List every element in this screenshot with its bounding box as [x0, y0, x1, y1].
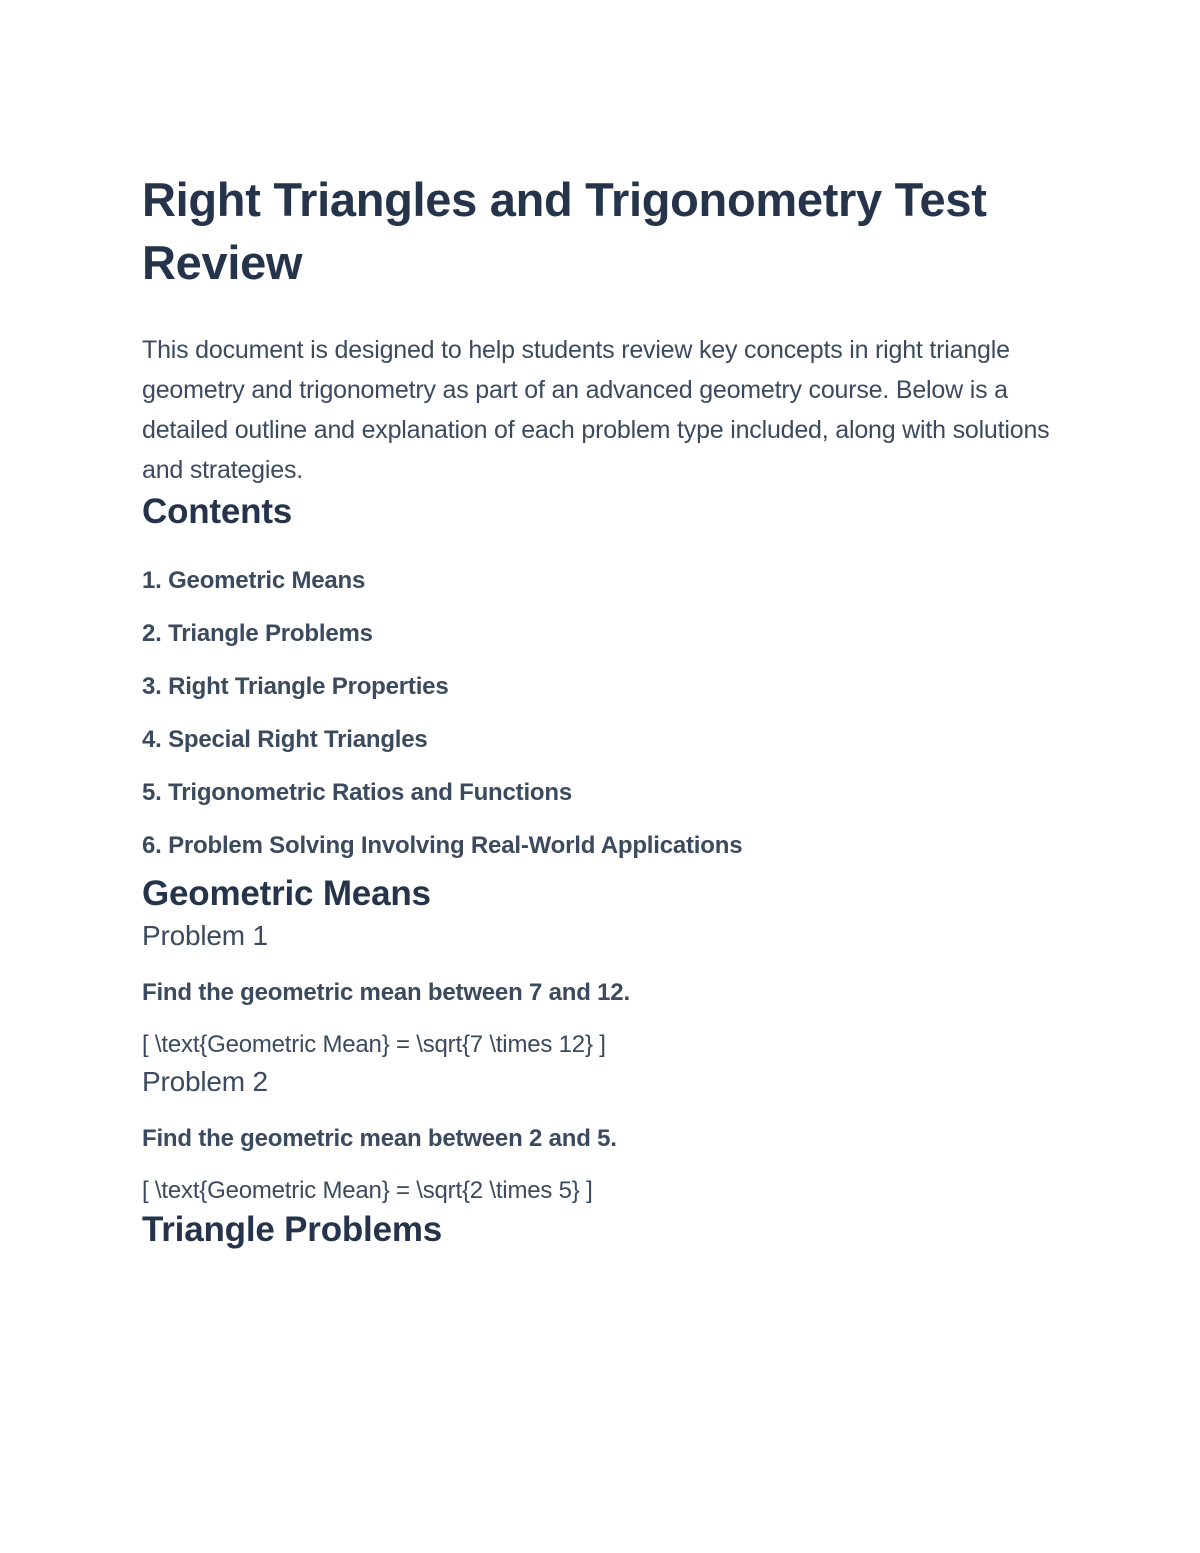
intro-paragraph: This document is designed to help students review key concepts in right triangle geometry and trigonometry as part of an advanced geometry course. Below is a detailed outline and explanation of each problem type included, along with solutions and strategies. [142, 336, 1050, 484]
document-page [142, 168, 1062, 1252]
toc-item-geometric-means: 1. Geometric Means [142, 567, 366, 594]
contents-heading: Contents [142, 492, 293, 531]
toc-item-special-right-triangles: 4. Special Right Triangles [142, 726, 428, 753]
document-title: Right Triangles and Trigonometry Test Review [142, 173, 987, 289]
table-of-contents [142, 554, 1062, 872]
problem-1-heading: Problem 1 [142, 920, 268, 951]
toc-item-problem-solving: 6. Problem Solving Involving Real-World Applications [142, 832, 743, 859]
problem-2-heading: Problem 2 [142, 1066, 268, 1097]
problem-1-formula: [ \text{Geometric Mean} = \sqrt{7 \times 12} ] [142, 1031, 606, 1058]
problem-1-question: Find the geometric mean between 7 and 12. [142, 979, 630, 1006]
problem-2-question: Find the geometric mean between 2 and 5. [142, 1125, 617, 1152]
triangle-problems-heading: Triangle Problems [142, 1210, 443, 1249]
geometric-means-heading: Geometric Means [142, 874, 431, 913]
toc-item-triangle-problems: 2. Triangle Problems [142, 620, 373, 647]
toc-item-right-triangle-properties: 3. Right Triangle Properties [142, 673, 449, 700]
problem-2-formula: [ \text{Geometric Mean} = \sqrt{2 \times 5} ] [142, 1177, 593, 1204]
toc-item-trigonometric-ratios: 5. Trigonometric Ratios and Functions [142, 779, 572, 806]
